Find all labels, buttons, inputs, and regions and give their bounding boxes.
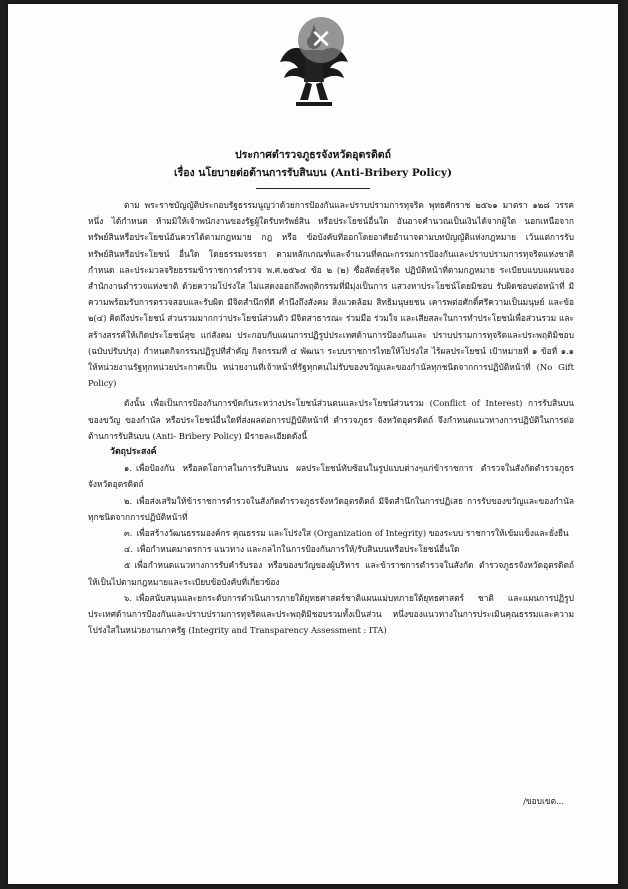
objective-text: เพื่อส่งเสริมให้ข้าราชการตำรวจในสังกัดตำรวจภูธรจังหวัดอุตรดิตถ์ มีจิตสำนึกในการปฏิเสธ การรับของขวัญและของกำนัลทุกชนิดจากการปฏิบัติหน้าที่ <box>88 495 574 522</box>
objective-text: เพื่อสนับสนุนและยกระดับการดำเนินการภายใต้ยุทธศาสตร์ชาติแผนแม่บทภายใต้ยุทธศาสตร์ ชาติ และแผนการปฏิรูปประเทศด้านการป้องกันและปราบปรามการทุจริตและประพฤติมิชอบรวมทั้งเป็นส่วน หนึ่งของแนวทางในการประเมินคุณธรรมและความโปร่งใสในหน่วยงานภาครัฐ (Integrity and Transparency Assessment : ITA) <box>88 592 574 636</box>
objective-number: ๓. <box>124 528 133 539</box>
objective-number: ๖. <box>124 592 132 603</box>
objective-number: ๕ <box>124 560 131 571</box>
section-title-objectives: วัตถุประสงค์ <box>110 447 157 458</box>
objective-item <box>88 557 574 589</box>
objective-item <box>88 460 574 492</box>
continue-marker: /ขอบเขต... <box>523 796 564 806</box>
objective-text: เพื่อกำหนดแนวทางการรับคำรับรอง หรือของขวัญของผู้บริหาร และข้าราชการตำรวจในสังกัด ตำรวจภูธรจังหวัดอุตรดิตถ์ ให้เป็นไปตามกฎหมายและระเบียบข้อบังคับที่เกี่ยวข้อง <box>88 560 574 587</box>
paragraph-1: ตาม พระราชบัญญัติประกอบรัฐธรรมนูญว่าด้วยการป้องกันและปราบปรามการทุจริต พุทธศักราช ๒๕๖๑ มาตรา ๑๒๘ วรรคหนึ่ง ได้กำหนด ห้ามมิให้เจ้าพนักงานของรัฐผู้ใดรับทรัพย์สิน หรือประโยชน์อื่นใด อันอาจคำนวณเป็นเงินได้จากผู้ใด นอกเหนือจากทรัพย์สินหรือประโยชน์อันควรได้ตามกฎหมาย กฎ หรือ ข้อบังคับที่ออกโดยอาศัยอำนาจตามบทบัญญัติแห่งกฎหมาย เว้นแต่การรับทรัพย์สินหรือประโยชน์ อื่นใด โดยธรรมจรรยา ตามหลักเกณฑ์และจำนวนที่คณะกรรมการป้องกันและปราบปรามการทุจริตแห่งชาติกำหนด และประมวลจริยธรรมข้าราชการตำรวจ พ.ศ.๒๕๖๔ ข้อ ๒ (๒) ซื่อสัตย์สุจริต ปฏิบัติหน้าที่ตามกฎหมาย ระเบียบแบบแผนของสำนักงานตำรวจแห่งชาติ ด้วยความโปร่งใส ไม่แสดงออกถึงพฤติกรรมที่มีมุ่งเป็นการ แสวงหาประโยชน์โดยมิชอบ รับผิดชอบต่อหน้าที่ มีความพร้อมรับการตรวจสอบและรับผิด มีจิตสำนึกที่ดี คำนึงถึงสังคม สิ่งแวดล้อม สิทธิมนุษยชน เคารพต่อศักดิ์ศรีความเป็นมนุษย์ และข้อ ๒(๔) คิดถึงประโยชน์ ส่วนรวมมากกว่าประโยชน์ส่วนตัว มีจิตสาธารณะ ร่วมมือ ร่วมใจ และเสียสละในการทำประโยชน์เพื่อส่วนรวม และสร้างสรรค์ให้เกิดประโยชน์สุข แก่สังคม ประกอบกับแผนการปฏิรูปประเทศด้านการป้องกันและ ปราบปรามการทุจริตและประพฤติมิชอบ (ฉบับปรับปรุง) กำหนดกิจกรรมปฏิรูปที่สำคัญ กิจกรรมที่ ๔ พัฒนา ระบบราชการไทยให้โปร่งใส ไร้ผลประโยชน์ เป้าหมายที่ ๑ ข้อที่ ๑.๑ ให้หน่วยงานรัฐทุกหน่วยประกาศเป็น หน่วยงานที่เจ้าหน้าที่รัฐทุกคนไม่รับของขวัญและของกำนัลทุกชนิดจากการปฏิบัติหน้าที่ (No Gift Policy) <box>88 200 574 389</box>
document-body <box>88 197 574 638</box>
objective-text: เพื่อกำหนดมาตรการ แนวทาง และกลไกในการป้องกันการให้/รับสินบนหรือประโยชน์อื่นใด <box>137 544 460 555</box>
objective-text: เพื่อสร้างวัฒนธรรมองค์กร คุณธรรม และโปร่งใส (Organization of Integrity) ของระบบ ราชการให้เข้มแข็งและยั่งยืน <box>136 528 569 539</box>
objective-number: ๑. <box>124 463 132 474</box>
objective-item <box>88 525 574 541</box>
objective-number: ๔. <box>124 544 134 555</box>
objective-item <box>88 590 574 639</box>
objective-item <box>88 541 574 557</box>
objective-number: ๒. <box>124 495 133 506</box>
paragraph-2: ดังนั้น เพื่อเป็นการป้องกันการขัดกันระหว่างประโยชน์ส่วนตนและประโยชน์ส่วนรวม (Conflict of Interest) การรับสินบน ของขวัญ ของกำนัล หรือประโยชน์อื่นใดที่ส่งผลต่อการปฏิบัติหน้าที่ ตำรวจภูธร จังหวัดอุตรดิตถ์ จึงกำหนดแนวทางการปฏิบัติในการต่อต้านการรับสินบน (Anti- Bribery Policy) มีรายละเอียดดังนี้ <box>88 398 574 441</box>
title-divider <box>256 188 370 189</box>
close-icon[interactable]: ✕ <box>298 17 344 63</box>
objective-text: เพื่อป้องกัน หรือลดโอกาสในการรับสินบน ผลประโยชน์ทับซ้อนในรูปแบบต่างๆแก่ข้าราชการ ตำรวจในสังกัดตำรวจภูธรจังหวัดอุตรดิตถ์ <box>88 463 574 490</box>
document-subject: เรื่อง นโยบายต่อต้านการรับสินบน (Anti-Bribery Policy) <box>173 167 452 179</box>
objective-item <box>88 493 574 525</box>
document-page <box>8 4 618 884</box>
document-title: ประกาศตำรวจภูธรจังหวัดอุตรดิตถ์ <box>235 149 391 161</box>
